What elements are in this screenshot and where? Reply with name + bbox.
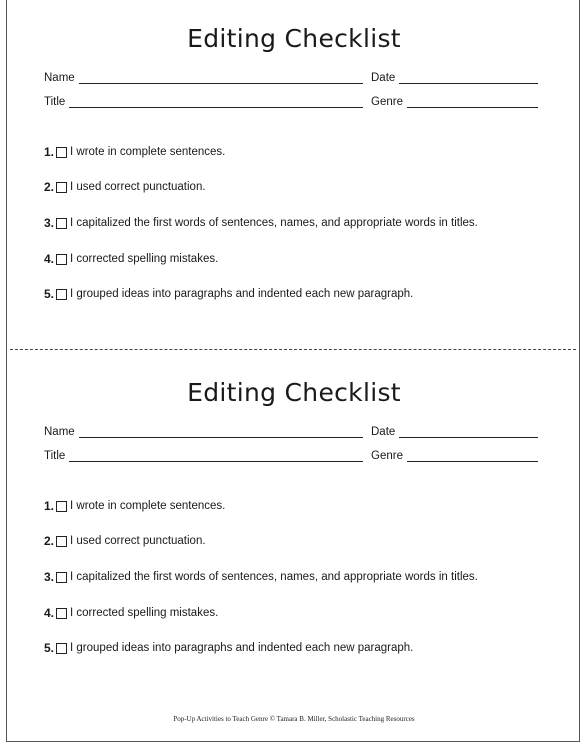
checklist-title: Editing Checklist bbox=[187, 24, 401, 53]
genre-label: Genre bbox=[371, 450, 403, 462]
checkbox[interactable] bbox=[56, 643, 67, 654]
genre-line[interactable] bbox=[407, 451, 538, 462]
date-label: Date bbox=[371, 72, 396, 84]
name-field[interactable] bbox=[44, 426, 363, 438]
checklist-top bbox=[0, 0, 588, 340]
item-number: 1. bbox=[44, 145, 55, 159]
date-label: Date bbox=[371, 426, 396, 438]
title-label: Title bbox=[44, 450, 66, 462]
item-text: I grouped ideas into paragraphs and indented each new paragraph. bbox=[70, 642, 414, 654]
checklist-item bbox=[44, 570, 478, 584]
checklist-item bbox=[44, 606, 218, 620]
genre-label: Genre bbox=[371, 96, 403, 108]
item-text: I wrote in complete sentences. bbox=[70, 500, 226, 512]
cut-line-divider bbox=[10, 349, 576, 350]
item-text: I used correct punctuation. bbox=[70, 535, 206, 547]
name-label: Name bbox=[44, 426, 75, 438]
item-text: I wrote in complete sentences. bbox=[70, 146, 226, 158]
genre-field[interactable] bbox=[371, 96, 538, 108]
name-label: Name bbox=[44, 72, 75, 84]
date-line[interactable] bbox=[399, 73, 538, 84]
item-text: I corrected spelling mistakes. bbox=[70, 253, 219, 265]
checklist-item bbox=[44, 145, 225, 159]
name-line[interactable] bbox=[79, 427, 363, 438]
item-text: I used correct punctuation. bbox=[70, 181, 206, 193]
item-number: 5. bbox=[44, 641, 55, 655]
checklist-item bbox=[44, 180, 206, 194]
title-field[interactable] bbox=[44, 96, 363, 108]
genre-field[interactable] bbox=[371, 450, 538, 462]
title-label: Title bbox=[44, 96, 66, 108]
checkbox[interactable] bbox=[56, 289, 67, 300]
checklist-item bbox=[44, 287, 413, 301]
title-line[interactable] bbox=[69, 451, 363, 462]
item-text: I grouped ideas into paragraphs and indented each new paragraph. bbox=[70, 288, 414, 300]
item-number: 3. bbox=[44, 216, 55, 230]
date-field[interactable] bbox=[371, 72, 538, 84]
item-number: 5. bbox=[44, 287, 55, 301]
checklist-item bbox=[44, 641, 413, 655]
item-number: 3. bbox=[44, 570, 55, 584]
name-line[interactable] bbox=[79, 73, 363, 84]
genre-line[interactable] bbox=[407, 97, 538, 108]
item-text: I corrected spelling mistakes. bbox=[70, 607, 219, 619]
item-number: 4. bbox=[44, 252, 55, 266]
checklist-item bbox=[44, 252, 218, 266]
checkbox[interactable] bbox=[56, 536, 67, 547]
checklist-item bbox=[44, 499, 225, 513]
checklist-bottom bbox=[0, 354, 588, 694]
item-number: 2. bbox=[44, 180, 55, 194]
checkbox[interactable] bbox=[56, 254, 67, 265]
checkbox[interactable] bbox=[56, 608, 67, 619]
checklist-item bbox=[44, 216, 478, 230]
item-number: 4. bbox=[44, 606, 55, 620]
checklist-title: Editing Checklist bbox=[187, 378, 401, 407]
checkbox[interactable] bbox=[56, 182, 67, 193]
name-field[interactable] bbox=[44, 72, 363, 84]
title-field[interactable] bbox=[44, 450, 363, 462]
checkbox[interactable] bbox=[56, 501, 67, 512]
item-text: I capitalized the first words of sentences, names, and appropriate words in titles. bbox=[70, 217, 478, 229]
copyright-footer: Pop-Up Activities to Teach Genre © Tamara B. Miller, Scholastic Teaching Resources bbox=[173, 715, 415, 723]
date-line[interactable] bbox=[399, 427, 538, 438]
checkbox[interactable] bbox=[56, 218, 67, 229]
title-line[interactable] bbox=[69, 97, 363, 108]
checklist-item bbox=[44, 534, 206, 548]
item-number: 2. bbox=[44, 534, 55, 548]
checkbox[interactable] bbox=[56, 147, 67, 158]
checkbox[interactable] bbox=[56, 572, 67, 583]
item-text: I capitalized the first words of sentences, names, and appropriate words in titles. bbox=[70, 571, 478, 583]
item-number: 1. bbox=[44, 499, 55, 513]
date-field[interactable] bbox=[371, 426, 538, 438]
